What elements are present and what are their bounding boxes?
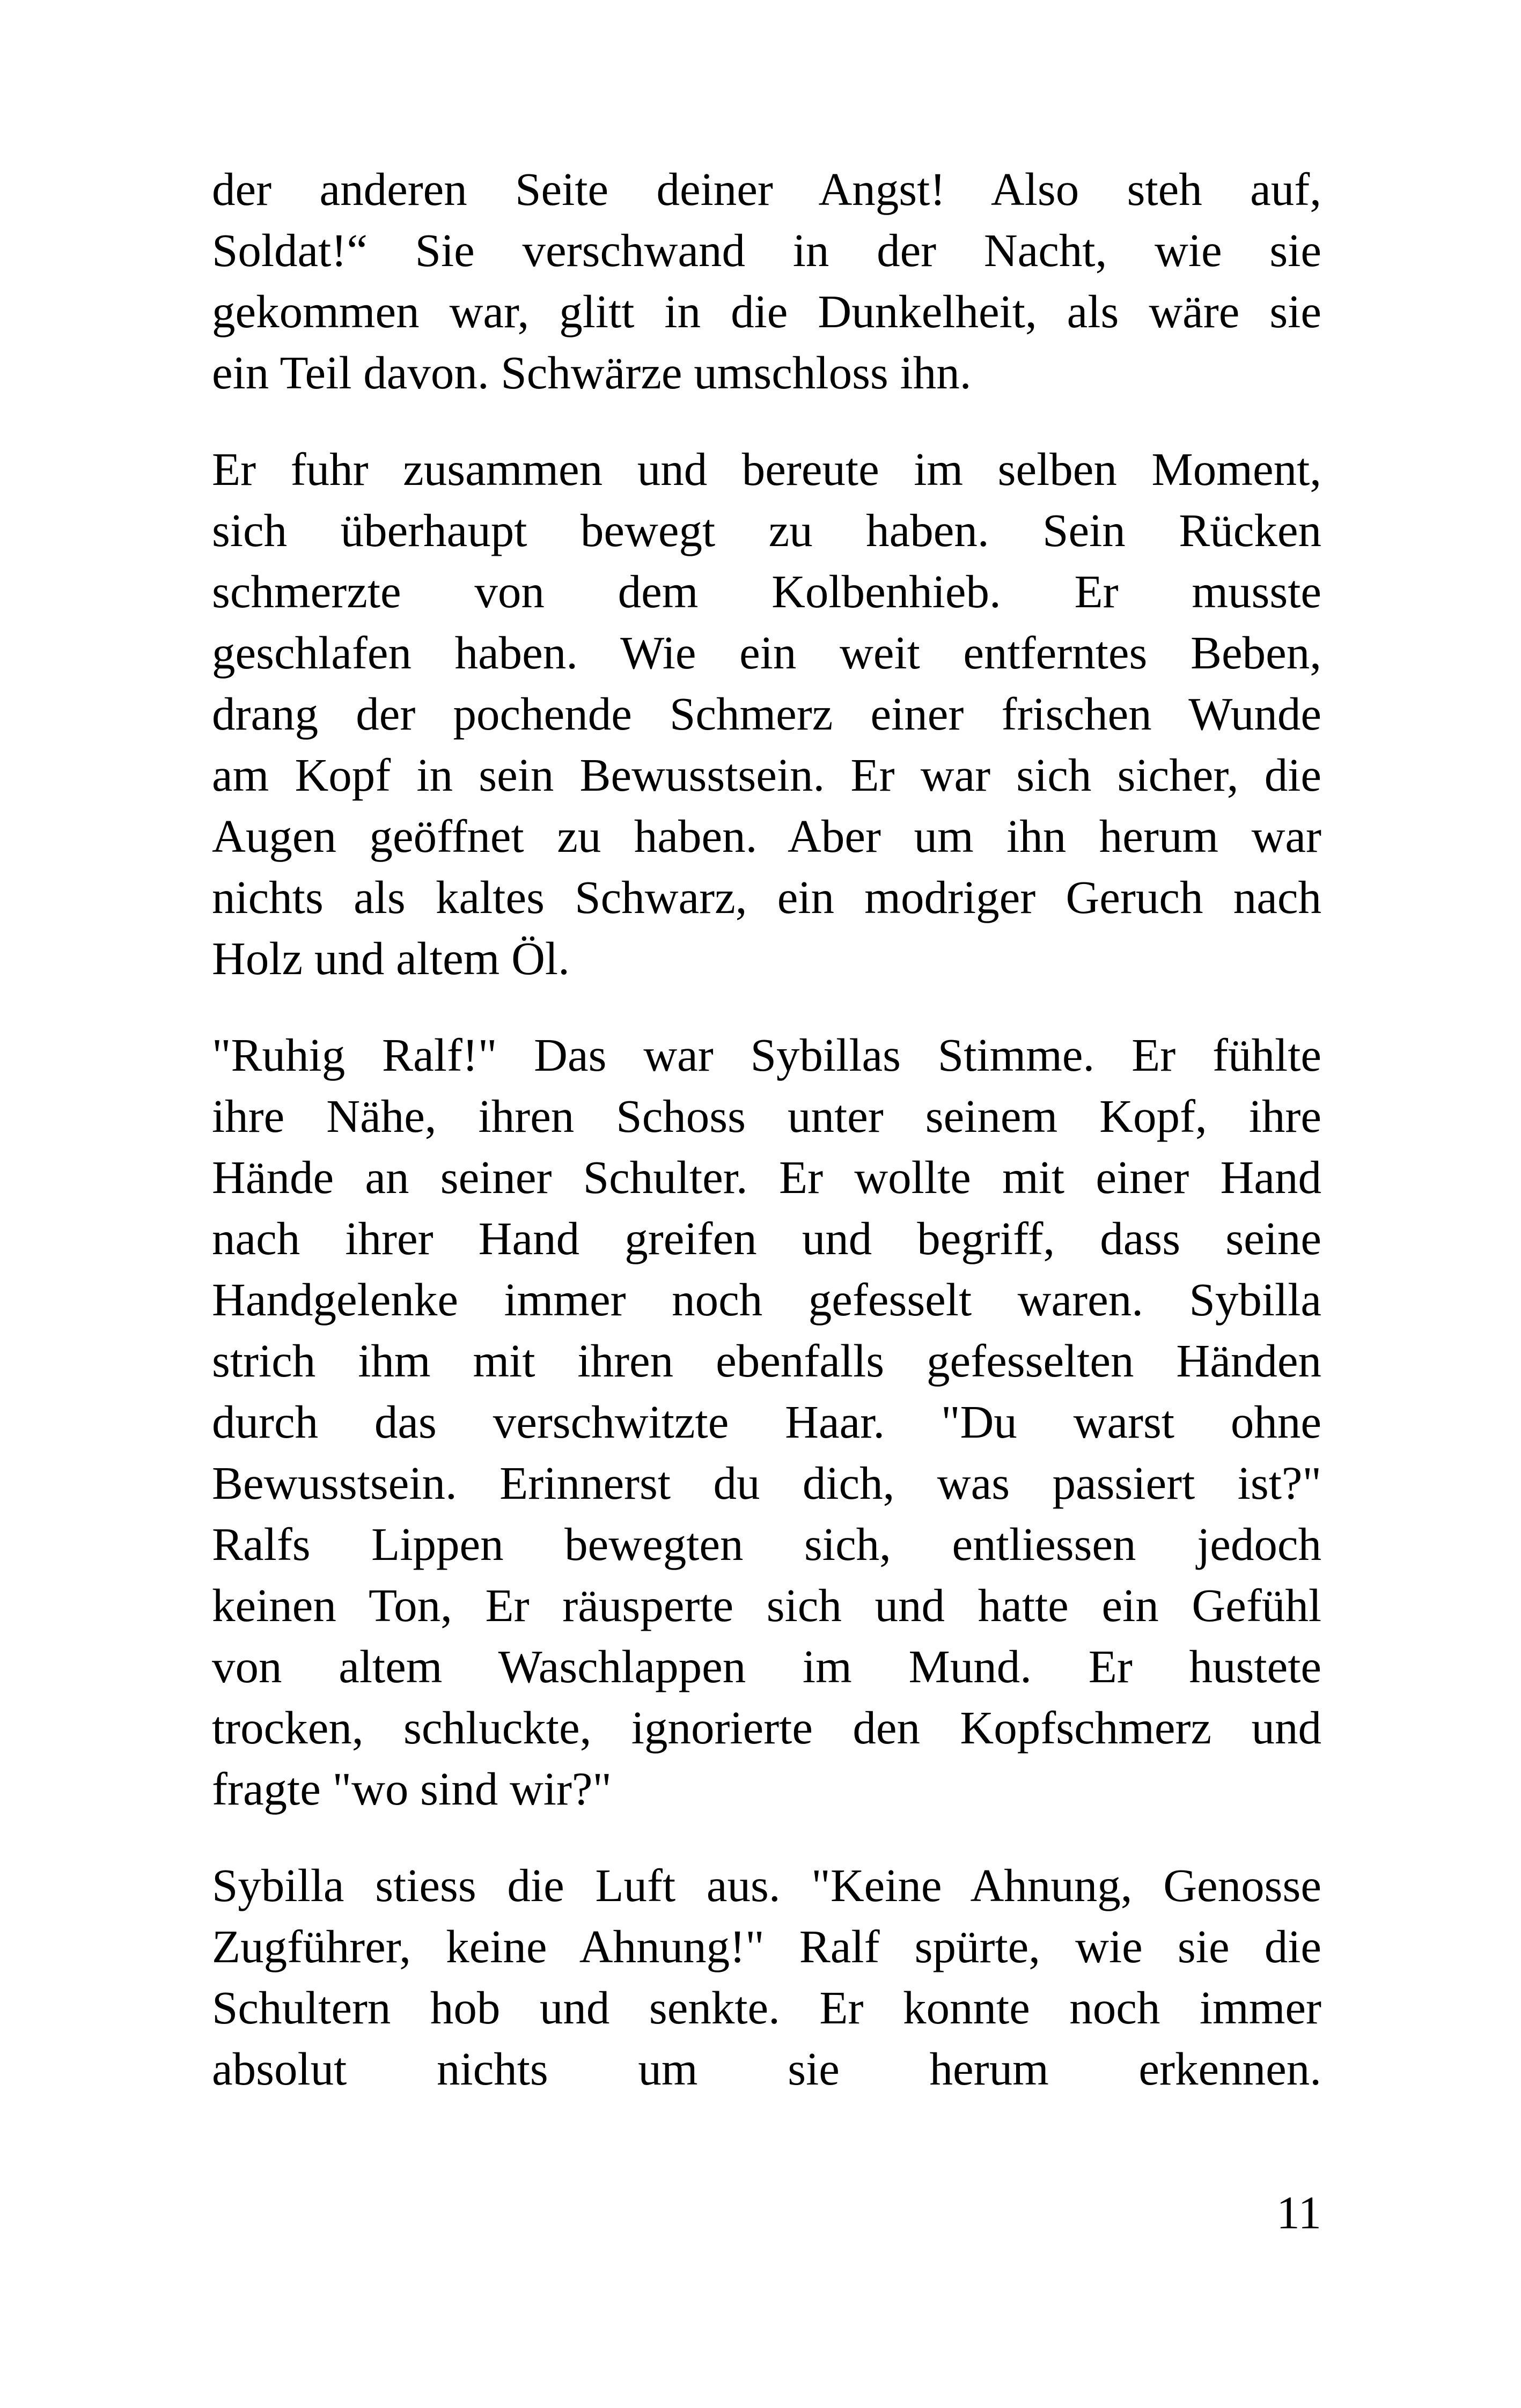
text-line: geschlafen haben. Wie ein weit entferntes Beben, — [212, 627, 1321, 679]
paragraph — [212, 1855, 1321, 2100]
text-line: nichts als kaltes Schwarz, ein modriger Geruch nach — [212, 871, 1321, 923]
text-line: Handgelenke immer noch gefesselt waren. Sybilla — [212, 1273, 1321, 1325]
text-line: ein Teil davon. Schwärze umschloss ihn. — [212, 347, 972, 399]
text-line: Ralfs Lippen bewegten sich, entliessen jedoch — [212, 1518, 1321, 1570]
text-line: Er fuhr zusammen und bereute im selben Moment, — [212, 443, 1321, 495]
text-line: Sybilla stiess die Luft aus. "Keine Ahnung, Genosse — [212, 1859, 1321, 1911]
text-line: strich ihm mit ihren ebenfalls gefesselten Händen — [212, 1335, 1321, 1387]
text-line: durch das verschwitzte Haar. "Du warst ohne — [212, 1396, 1321, 1448]
text-line: der anderen Seite deiner Angst! Also steh auf, — [212, 163, 1321, 215]
page-number: 11 — [1276, 2186, 1321, 2238]
text-line: fragte "wo sind wir?" — [212, 1763, 612, 1815]
text-line: sich überhaupt bewegt zu haben. Sein Rücken — [212, 504, 1321, 556]
text-line: am Kopf in sein Bewusstsein. Er war sich sicher, die — [212, 749, 1321, 801]
text-line: drang der pochende Schmerz einer frischen Wunde — [212, 688, 1321, 740]
text-line: Hände an seiner Schulter. Er wollte mit einer Hand — [212, 1151, 1321, 1203]
text-line: Holz und altem Öl. — [212, 932, 570, 984]
text-line: nach ihrer Hand greifen und begriff, dass seine — [212, 1212, 1321, 1264]
text-line: keinen Ton, Er räusperte sich und hatte ein Gefühl — [212, 1579, 1321, 1631]
text-line: Bewusstsein. Erinnerst du dich, was passiert ist?" — [212, 1457, 1321, 1509]
text-line: ihre Nähe, ihren Schoss unter seinem Kopf, ihre — [212, 1090, 1321, 1142]
text-line: Schultern hob und senkte. Er konnte noch immer — [212, 1982, 1321, 2034]
text-line: schmerzte von dem Kolbenhieb. Er musste — [212, 565, 1321, 617]
text-line: Zugführer, keine Ahnung!" Ralf spürte, wie sie die — [212, 1920, 1321, 1972]
text-line: Soldat!“ Sie verschwand in der Nacht, wie sie — [212, 224, 1321, 276]
text-line: "Ruhig Ralf!" Das war Sybillas Stimme. Er fühlte — [212, 1029, 1321, 1081]
text-line: Augen geöffnet zu haben. Aber um ihn herum war — [212, 810, 1321, 862]
paragraph — [212, 159, 1321, 403]
text-line: von altem Waschlappen im Mund. Er hustete — [212, 1640, 1321, 1692]
text-block — [212, 159, 1321, 2135]
text-line: trocken, schluckte, ignorierte den Kopfschmerz und — [212, 1702, 1321, 1754]
paragraph — [212, 439, 1321, 989]
text-line: absolut nichts um sie herum erkennen. — [212, 2043, 1321, 2095]
text-line: gekommen war, glitt in die Dunkelheit, als wäre sie — [212, 285, 1321, 337]
paragraph — [212, 1025, 1321, 1820]
